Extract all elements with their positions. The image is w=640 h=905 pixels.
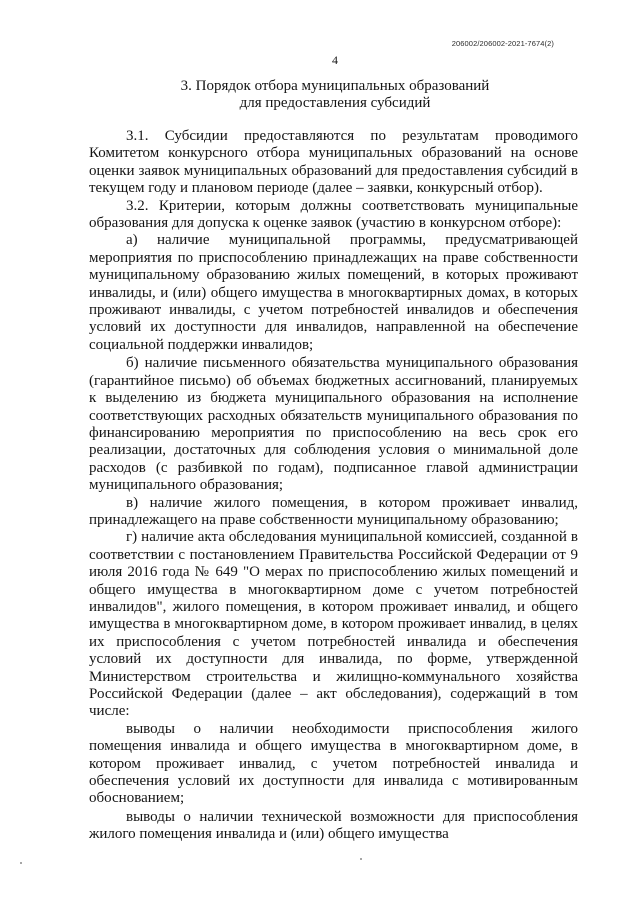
paragraph-conclusion-necessity: выводы о наличии необходимости приспособления жилого помещения инвалида и общего имущества в многоквартирном доме, в котором проживает инвалид, с учетом потребностей инвалида и обеспечения условий их доступности для инвалида с мотивированным обоснованием; bbox=[89, 720, 578, 807]
scan-speck bbox=[360, 858, 362, 860]
paragraph-3-1: 3.1. Субсидии предоставляются по результатам проводимого Комитетом конкурсного отбора муниципальных образований на основе оценки заявок муниципальных образований для предоставления субсидий в текущем году и плановом периоде (далее – заявки, конкурсный отбор). bbox=[89, 128, 578, 197]
paragraph-criterion-g: г) наличие акта обследования муниципальной комиссией, созданной в соответствии с постановлением Правительства Российской Федерации от 9 июля 2016 года № 649 "О мерах по приспособлению жилых помещений и общего имущества в многоквартирном доме с учетом потребностей инвалидов", жилого помещения, в котором проживает инвалид, и общего имущества в многоквартирном доме, в котором проживает инвалид, в целях их приспособления с учетом потребностей инвалида и обеспечения условий их доступности для инвалида, по форме, утвержденной Министерством строительства и жилищно-коммунального хозяйства Российской Федерации (далее – акт обследования), содержащий в том числе: bbox=[89, 529, 578, 720]
paragraph-criterion-a: а) наличие муниципальной программы, предусматривающей мероприятия по приспособлению принадлежащих на праве собственности муниципальному образованию жилых помещений, в которых проживают инвалиды, и (или) общего имущества в многоквартирных домах, в которых проживают инвалиды, с учетом потребностей инвалидов и обеспечения условий их доступности для инвалидов, направленной на обеспечение социальной поддержки инвалидов; bbox=[89, 232, 578, 353]
section-title-line-1: 3. Порядок отбора муниципальных образований bbox=[180, 78, 490, 94]
body-text bbox=[89, 128, 578, 844]
page-number: 4 bbox=[332, 53, 338, 67]
paragraph-3-2: 3.2. Критерии, которым должны соответствовать муниципальные образования для допуска к оценке заявок (участию в конкурсном отборе): bbox=[89, 197, 578, 232]
scan-speck bbox=[20, 862, 22, 864]
paragraph-criterion-b: б) наличие письменного обязательства муниципального образования (гарантийное письмо) об объемах бюджетных ассигнований, планируемых к выделению из бюджета муниципального образования на исполнение соответствующих расходных обязательств муниципального образования по финансированию мероприятия по приспособлению на весь срок его реализации, достаточных для соблюдения условия о минимальной доле расходов (с разбивкой по годам), подписанное главой администрации муниципального образования; bbox=[89, 355, 578, 494]
section-title bbox=[0, 78, 640, 112]
paragraph-conclusion-technical: выводы о наличии технической возможности для приспособления жилого помещения инвалида и (или) общего имущества bbox=[89, 808, 578, 843]
section-title-line-2: для предоставления субсидий bbox=[239, 95, 431, 111]
document-id: 206002/206002-2021-7674(2) bbox=[451, 39, 554, 48]
paragraph-criterion-v: в) наличие жилого помещения, в котором проживает инвалид, принадлежащего на праве собственности муниципальному образованию; bbox=[89, 494, 578, 528]
